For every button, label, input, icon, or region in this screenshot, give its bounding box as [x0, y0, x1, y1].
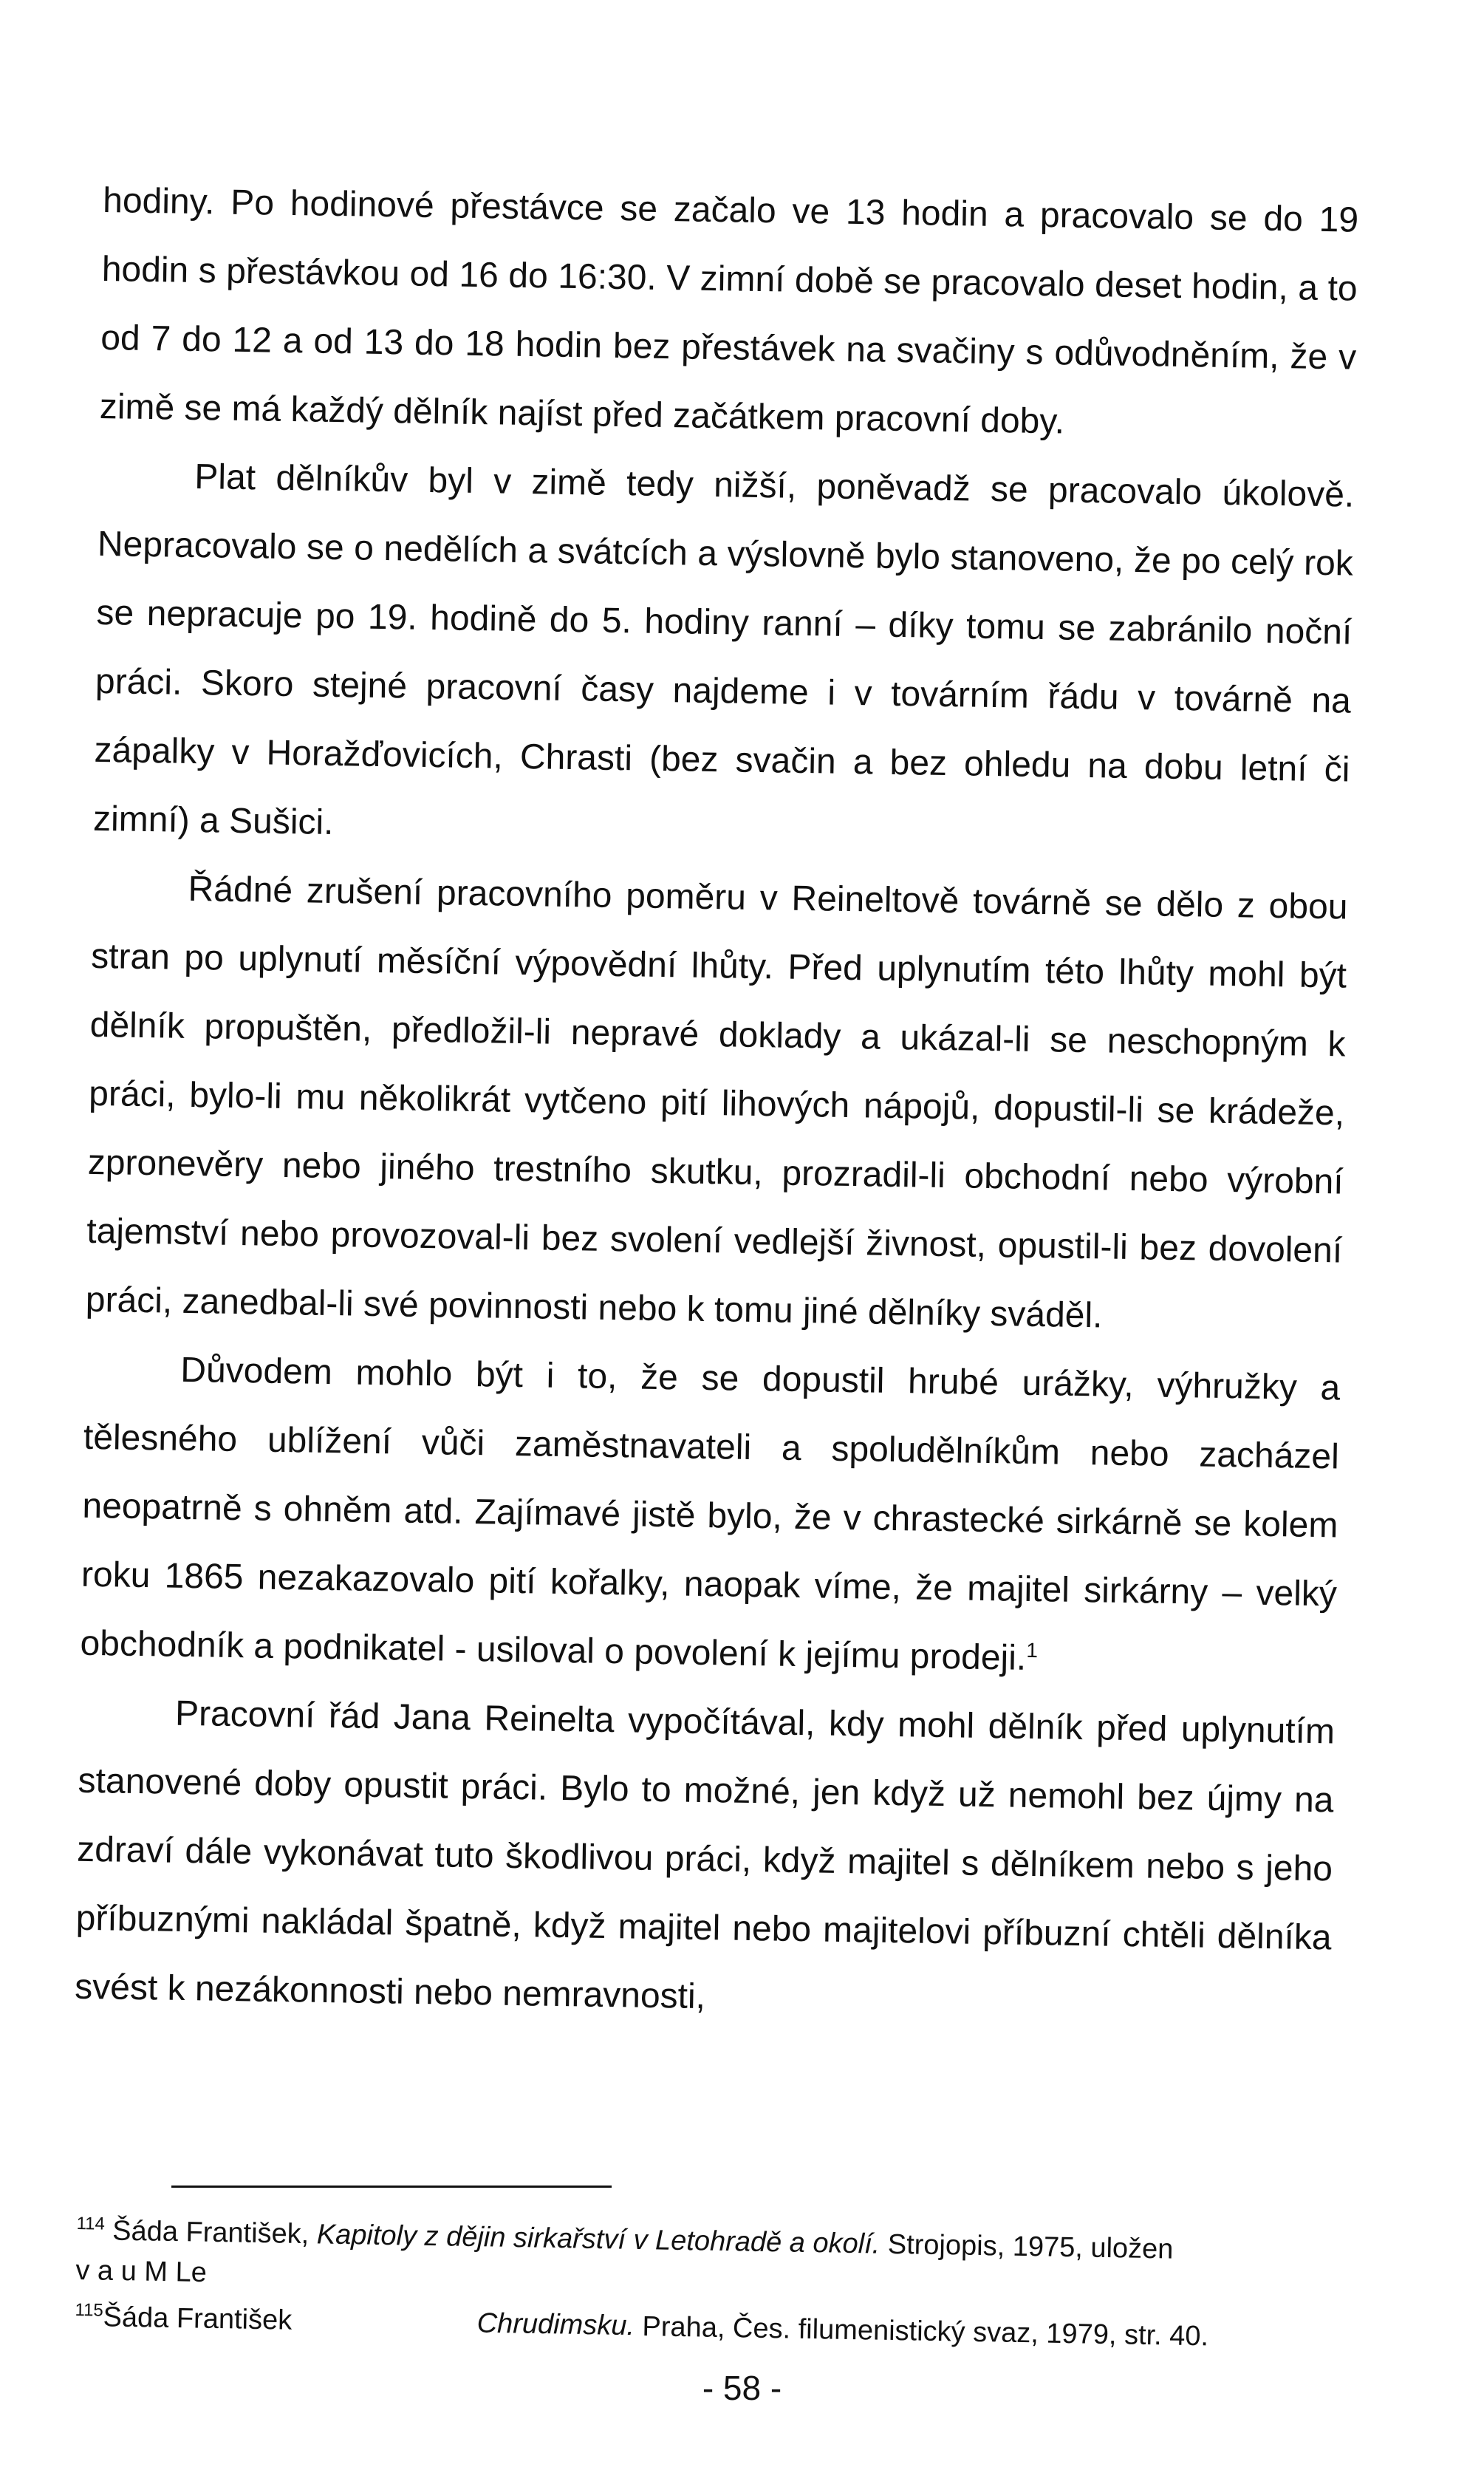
paragraph-3: Řádné zrušení pracovního poměru v Reineltově továrně se dělo z obou stran po uplynutí měsíční výpovědní lhůty. Před uplynutím této lhůty mohl být dělník propuštěn, předložil-li nepravé doklady a ukázal-li se neschopným k práci, bylo-li mu několikrát vytčeno pití lihových nápojů, dopustil-li se krádeže, zpronevěry nebo jiného trestního skutku, prozradil-li obchodní nebo výrobní tajemství nebo provozoval-li bez svolení vedlejší živnost, opustil-li bez dovolení práci, zanedbal-li své povinnosti nebo k tomu jiné dělníky sváděl. — [85, 869, 1348, 1336]
paragraph-4-text: Důvodem mohlo být i to, že se dopustil hrubé urážky, výhružky a tělesného ublížení vůči zaměstnavateli a spoludělníkům nebo zacházel neopatrně s ohněm atd. Zajímavé jistě bylo, že v chrastecké sirkárně se kolem roku 1865 nezakazovalo pití kořalky, naopak víme, že majitel sirkárny – velký obchodník a podnikatel - usiloval o povolení k jejímu prodeji. — [80, 1350, 1341, 1678]
body-text — [75, 166, 1359, 2041]
footnote-author: Šáda František, — [112, 2215, 310, 2251]
footnote-number: 115 — [75, 2299, 104, 2321]
page-number: - 58 - — [702, 2369, 782, 2407]
footnote-reference: 1 — [1026, 1638, 1039, 1662]
footnote-114-continuation: v a u M Le — [75, 2254, 208, 2288]
footnotes — [75, 2205, 1377, 2361]
paragraph-4 — [80, 1334, 1341, 1698]
paragraph-1: hodiny. Po hodinové přestávce se začalo ve 13 hodin a pracovalo se do 19 hodin s přestávkou od 16 do 16:30. V zimní době se pracovalo deset hodin, a to od 7 do 12 a od 13 do 18 hodin bez přestávek na svačiny s odůvodněním, že v zimě se má každý dělník najíst před začátkem pracovní doby. — [99, 180, 1359, 442]
footnote-details: Praha, Čes. filumenistický svaz, 1979, str. 40. — [642, 2310, 1209, 2352]
footnote-number: 114 — [76, 2213, 106, 2234]
footnote-author: Šáda František — [103, 2301, 293, 2336]
footnote-details: Strojopis, 1975, uložen — [887, 2228, 1174, 2265]
paragraph-5: Pracovní řád Jana Reinelta vypočítával, kdy mohl dělník před uplynutím stanovené doby opustit práci. Bylo to možné, jen když už nemohl bez újmy na zdraví dále vykonávat tuto škodlivou práci, když majitel s dělníkem nebo s jeho příbuznými nakládal špatně, když majitel nebo majitelovi příbuzní chtěli dělníka svést k nezákonnosti nebo nemravnosti, — [74, 1693, 1336, 2017]
footnote-title: Kapitoly z dějin sirkařství v Letohradě a okolí. — [316, 2219, 881, 2260]
footnote-title: Chrudimsku. — [476, 2307, 635, 2342]
footnote-separator — [171, 2186, 612, 2188]
paragraph-2: Plat dělníkův byl v zimě tedy nižší, poněvadž se pracovalo úkolově. Nepracovalo se o nedělích a svátcích a výslovně bylo stanoveno, že po celý rok se nepracuje po 19. hodině do 5. hodiny ranní – díky tomu se zabránilo noční práci. Skoro stejné pracovní časy najdeme i v továrním řádu v továrně na zápalky v Horažďovicích, Chrasti (bez svačin a bez ohledu na dobu letní či zimní) a Sušici. — [92, 457, 1355, 842]
